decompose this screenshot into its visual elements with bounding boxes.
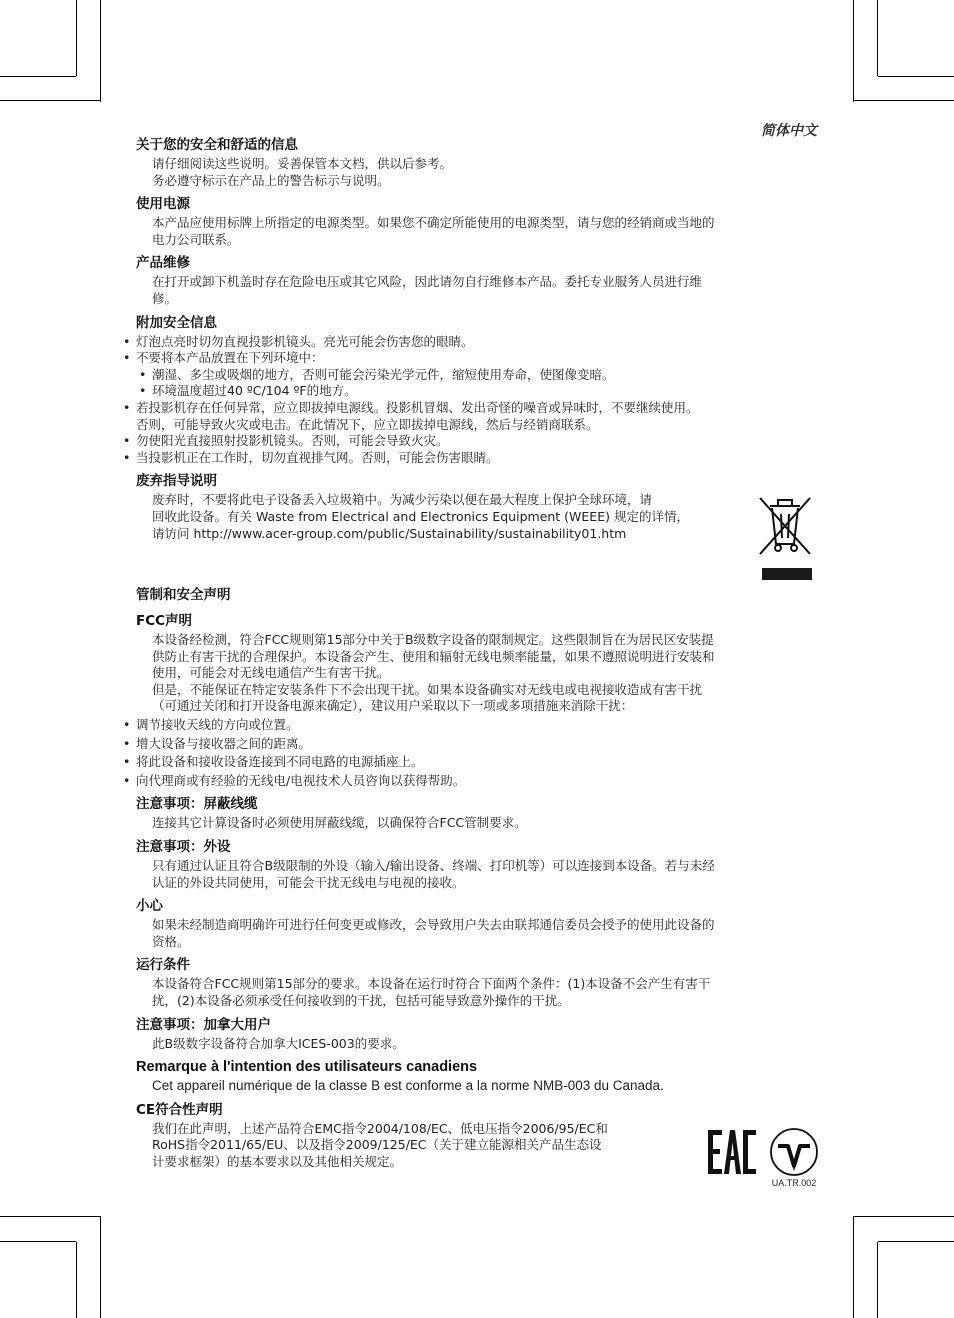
document-body [136,136,816,1177]
list-item: • 灯泡点亮时切勿直视投影机镜头。亮光可能会伤害您的眼睛。 [120,334,816,351]
extra-safety-list [120,334,816,367]
section-title-cables: 注意事项：屏蔽线缆 [136,796,258,813]
section-title-peripherals: 注意事项：外设 [136,839,231,856]
text-line: 务必遵守标示在产品上的警告标示与说明。 [152,172,390,188]
text-line: 此B级数字设备符合加拿大ICES-003的要求。 [152,1035,405,1051]
section-text-canada [136,1036,816,1053]
text-line: 只有通过认证且符合B级限制的外设（输入/输出设备、终端、打印机等）可以连接到本设备。若与未经 [152,858,715,874]
crop-mark [0,1241,76,1242]
section-text-power [136,215,816,248]
section-title-ce: CE符合性声明 [136,1101,223,1118]
section-title-regulatory: 管制和安全声明 [136,587,231,604]
list-item: • 将此设备和接收设备连接到不同电路的电源插座上。 [120,754,816,771]
text-line: 扰，(2)本设备必须承受任何接收到的干扰，包括可能导致意外操作的干扰。 [152,993,570,1008]
text-line: 连接其它计算设备时必须使用屏蔽线缆，以确保符合FCC管制要求。 [152,815,527,831]
section-title-caution: 小心 [136,898,163,915]
text-line: RoHS指令2011/65/EU、以及指令2009/125/EC（关于建立能源相关产品生态设 [152,1137,602,1153]
list-item: • 不要将本产品放置在下列环境中： [120,350,816,367]
text-line: 计要求框架）的基本要求以及其他相关规定。 [152,1153,403,1169]
text-line: 请仔细阅读这些说明。妥善保管本文档，供以后参考。 [152,156,453,171]
section-text-peripherals [136,858,816,891]
ua-mark-label: UA.TR.002 [771,1178,817,1188]
crop-mark [76,0,77,76]
section-text-repair [136,274,816,307]
crop-mark [0,100,100,101]
text-line: • 若投影机存在任何异常，应立即拔掉电源线。投影机冒烟、发出奇怪的噪音或异味时，不要继续使用。 [136,399,699,415]
list-item: • 增大设备与接收器之间的距离。 [120,736,816,753]
text-line: 认证的外设共同使用，可能会干扰无线电与电视的接收。 [152,874,465,890]
weee-bar [762,568,812,580]
text-line: 修。 [152,290,178,306]
environment-sublist [120,367,816,400]
crop-mark [877,0,878,76]
section-text-caution [136,917,816,950]
section-text-disposal [136,492,752,542]
section-text-ce [136,1121,692,1171]
section-title-repair: 产品维修 [136,255,190,272]
text-line: 请访问 http://www.acer-group.com/public/Sustainability/sustainability01.htm [152,525,627,541]
crop-mark [100,0,101,102]
text-line: 但是，不能保证在特定安装条件下不会出现干扰。如果本设备确实对无线电或电视接收造成有害干扰 [152,681,703,697]
section-text-fcc [136,632,816,715]
crop-mark [0,1216,100,1217]
list-item [120,400,816,433]
list-item: • 向代理商或有经验的无线电/电视技术人员咨询以获得帮助。 [120,773,816,790]
list-item: • 调节接收天线的方向或位置。 [120,717,816,734]
list-item: • 勿使阳光直接照射投影机镜头。否则，可能会导致火灾。 [120,433,816,450]
crop-mark [878,76,954,77]
crossed-bin-icon [756,494,814,558]
text-line: Cet appareil numérique de la classe B est conforme a la norme NMB-003 du Canada. [152,1078,664,1094]
section-text-cables [136,815,816,832]
crop-mark [100,1216,101,1318]
crop-mark [877,1242,878,1318]
text-line: 废弃时，不要将此电子设备丢入垃圾箱中。为减少污染以便在最大程度上保护全球环境，请 [152,492,653,508]
section-title-canada: 注意事项：加拿大用户 [136,1016,271,1033]
text-line: 资格。 [152,933,190,949]
section-title-operating: 运行条件 [136,957,190,974]
text-line: 本设备经检测，符合FCC规则第15部分中关于B级数字设备的限制规定。这些限制旨在为居民区安装提 [152,632,714,648]
section-title-canada-fr: Remarque à l'intention des utilisateurs canadiens [136,1059,478,1076]
list-item: • 潮湿、多尘或吸烟的地方，否则可能会污染光学元件，缩短使用寿命，使图像变暗。 [120,367,816,384]
text-line: 供防止有害干扰的合理保护。本设备会产生、使用和辐射无线电频率能量，如果不遵照说明进行安装和 [152,648,715,664]
text-line: 电力公司联系。 [152,231,240,247]
section-title-power: 使用电源 [136,196,190,213]
section-title-disposal: 废弃指导说明 [136,473,217,490]
language-label: 简体中文 [761,123,817,139]
section-title-extra: 附加安全信息 [136,314,217,331]
crop-mark [76,1242,77,1318]
crop-mark [878,1241,954,1242]
crop-mark [854,100,954,101]
text-line: 在打开或卸下机盖时存在危险电压或其它风险，因此请勿自行维修本产品。委托专业服务人员进行维 [152,274,703,290]
section-title-fcc: FCC声明 [136,613,193,630]
text-line: 否则，可能导致火灾或电击。在此情况下，应立即拔掉电源线，然后与经销商联系。 [136,416,599,432]
fcc-measures-list [120,717,816,789]
text-line: 回收此设备。有关 Waste from Electrical and Electronics Equipment (WEEE) 规定的详情， [152,508,689,524]
crop-mark [0,76,76,77]
text-line: 我们在此声明，上述产品符合EMC指令2004/108/EC、低电压指令2006/95/EC和 [152,1120,608,1136]
list-item: • 当投影机正在工作时，切勿直视排气网。否则，可能会伤害眼睛。 [120,450,816,467]
crop-mark [853,0,854,102]
crop-mark [854,1216,954,1217]
extra-safety-list-2 [120,400,816,466]
section-text-operating [136,976,816,1009]
crop-mark [853,1216,854,1318]
section-text-safety [136,156,816,189]
list-item: • 环境温度超过40 ºC/104 ºF的地方。 [120,383,816,400]
text-line: 本产品应使用标牌上所指定的电源类型。如果您不确定所能使用的电源类型，请与您的经销商或当地的 [152,215,715,231]
section-title-safety: 关于您的安全和舒适的信息 [136,137,298,153]
text-line: 如果未经制造商明确许可进行任何变更或修改，会导致用户失去由联邦通信委员会授予的使用此设备的 [152,917,715,933]
ua-conformity-icon [766,1126,822,1178]
section-text-canada-fr [136,1078,816,1095]
text-line: （可通过关闭和打开设备电源来确定），建议用户采取以下一项或多项措施来消除干扰： [152,698,634,714]
text-line: 本设备符合FCC规则第15部分的要求。本设备在运行时符合下面两个条件：(1)本设备不会产生有害干 [152,976,711,992]
text-line: 使用，可能会对无线电通信产生有害干扰。 [152,665,390,681]
eac-mark-icon [706,1128,758,1176]
